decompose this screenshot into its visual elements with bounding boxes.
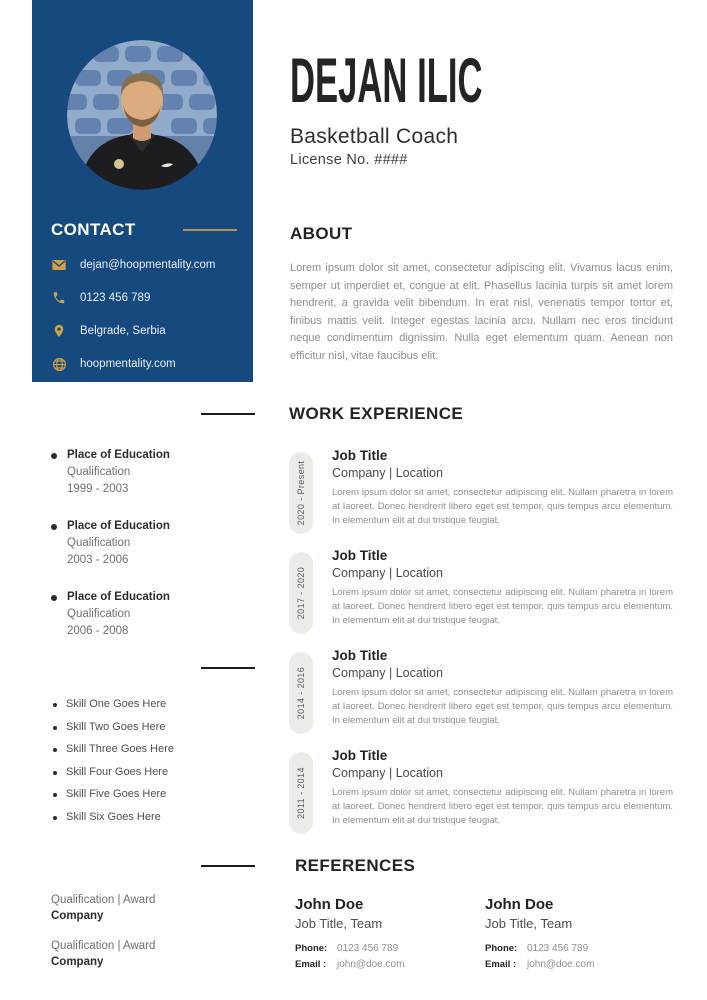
skill-item: Skill Six Goes Here bbox=[51, 811, 255, 823]
job-company: Company | Location bbox=[332, 666, 443, 680]
certificates-heading: CERTIFICATES bbox=[51, 856, 179, 875]
phone-icon bbox=[51, 290, 67, 306]
job-date-pill bbox=[289, 552, 313, 634]
references-section bbox=[295, 856, 675, 970]
education-entry bbox=[51, 591, 255, 637]
education-years: 2006 - 2008 bbox=[67, 625, 129, 637]
certificates-heading-rule bbox=[201, 865, 255, 867]
experience-heading: WORK EXPERIENCE bbox=[289, 404, 464, 423]
contact-section bbox=[51, 220, 237, 372]
contact-heading: CONTACT bbox=[51, 220, 136, 239]
contact-item-website[interactable] bbox=[51, 356, 237, 372]
job-description: Lorem ipsum dolor sit amet, consectetur adipiscing elit. Nullam pharetra in lorem at laoreet. Donec hendrerit libero eget est tempor, quis tempus arcu elementum. In elementum elit at dui tristique feugiat. bbox=[332, 487, 673, 526]
bullet-dot bbox=[53, 793, 57, 797]
education-school: Place of Education bbox=[67, 591, 170, 603]
job-title: Job Title bbox=[332, 548, 388, 563]
job-entry bbox=[289, 548, 673, 628]
bullet-dot bbox=[51, 595, 57, 601]
job-dates: 2011 - 2014 bbox=[296, 767, 306, 819]
certificate-company: Company bbox=[51, 956, 104, 968]
bullet-dot bbox=[53, 748, 57, 752]
contact-item-text: Belgrade, Serbia bbox=[80, 325, 166, 337]
reference-phone-label: Phone: bbox=[485, 943, 518, 954]
certificate-entry bbox=[51, 940, 255, 968]
certificate-entry bbox=[51, 894, 255, 922]
education-school: Place of Education bbox=[67, 449, 170, 461]
about-text: Lorem ipsum dolor sit amet, consectetur adipiscing elit. Vivamus lacus enim, semper ut imperdiet et, congue at elit. Phasellus lacinia turpis sit amet lorem hendrerit, a gravida velit bibendum. In erat nisl, venenatis tempor tortor et, finibus mattis velit. Integer egestas lacinia arcu. Nullam nec eros tincidunt neque condimentum dignissim. Nulla eget elementum quam. Aenean non efficitur nisl, vitae faucibus elit. bbox=[290, 262, 673, 362]
certificate-title: Qualification | Award bbox=[51, 940, 156, 952]
reference-entry bbox=[485, 896, 675, 970]
job-dates: 2014 - 2016 bbox=[296, 666, 306, 720]
skills-heading-rule bbox=[201, 667, 255, 669]
avatar-photo-illustration bbox=[67, 40, 217, 190]
contact-item-email[interactable] bbox=[51, 257, 237, 273]
job-entry bbox=[289, 648, 673, 728]
education-years: 1999 - 2003 bbox=[67, 483, 129, 495]
job-entry bbox=[289, 748, 673, 828]
bullet-dot bbox=[51, 453, 57, 459]
job-title: Job Title bbox=[332, 748, 388, 763]
reference-entry bbox=[295, 896, 485, 970]
education-qualification: Qualification bbox=[67, 608, 131, 620]
about-heading: ABOUT bbox=[290, 224, 353, 243]
job-company: Company | Location bbox=[332, 566, 443, 580]
contact-item-phone[interactable] bbox=[51, 290, 237, 306]
avatar bbox=[67, 40, 217, 190]
license-number: License No. #### bbox=[290, 152, 408, 168]
education-section bbox=[51, 404, 255, 637]
education-entry bbox=[51, 520, 255, 566]
reference-email[interactable]: john@doe.com bbox=[337, 959, 405, 970]
education-school: Place of Education bbox=[67, 520, 170, 532]
skills-section bbox=[51, 658, 255, 833]
education-heading-rule bbox=[201, 413, 255, 415]
person-name: DEJAN ILIC bbox=[290, 46, 483, 116]
skill-item: Skill Five Goes Here bbox=[51, 788, 255, 800]
reference-name: John Doe bbox=[485, 896, 554, 913]
skill-item: Skill Four Goes Here bbox=[51, 766, 255, 778]
location-icon bbox=[51, 323, 67, 339]
experience-section bbox=[289, 404, 673, 854]
reference-email-label: Email : bbox=[295, 959, 327, 970]
education-entry bbox=[51, 449, 255, 495]
sidebar-panel bbox=[32, 0, 253, 382]
job-company: Company | Location bbox=[332, 766, 443, 780]
education-qualification: Qualification bbox=[67, 466, 131, 478]
job-date-pill bbox=[289, 652, 313, 734]
email-icon bbox=[51, 257, 67, 273]
bullet-dot bbox=[53, 816, 57, 820]
education-years: 2003 - 2006 bbox=[67, 554, 129, 566]
skills-list bbox=[51, 698, 255, 823]
person-job-title: Basketball Coach bbox=[290, 125, 459, 148]
contact-item-text: 0123 456 789 bbox=[80, 292, 151, 304]
reference-phone: 0123 456 789 bbox=[527, 943, 589, 954]
reference-email[interactable]: john@doe.com bbox=[527, 959, 595, 970]
reference-phone-label: Phone: bbox=[295, 943, 328, 954]
certificate-company: Company bbox=[51, 910, 104, 922]
reference-role: Job Title, Team bbox=[485, 916, 573, 931]
skills-heading: SKILLS bbox=[51, 658, 114, 677]
contact-item-text: hoopmentality.com bbox=[80, 358, 176, 370]
reference-email-label: Email : bbox=[485, 959, 517, 970]
reference-phone: 0123 456 789 bbox=[337, 943, 399, 954]
job-description: Lorem ipsum dolor sit amet, consectetur adipiscing elit. Nullam pharetra in lorem at laoreet. Donec hendrerit libero eget est tempor, quis tempus arcu elementum. In elementum elit at dui tristique feugiat. bbox=[332, 587, 673, 626]
bullet-dot bbox=[51, 524, 57, 530]
skill-item: Skill Two Goes Here bbox=[51, 721, 255, 733]
certificates-section bbox=[51, 856, 255, 968]
job-date-pill bbox=[289, 752, 313, 834]
job-description: Lorem ipsum dolor sit amet, consectetur adipiscing elit. Nullam pharetra in lorem at laoreet. Donec hendrerit libero eget est tempor, quis tempus arcu elementum. In elementum elit at dui tristique feugiat. bbox=[332, 787, 673, 826]
job-entry bbox=[289, 448, 673, 528]
education-qualification: Qualification bbox=[67, 537, 131, 549]
certificate-title: Qualification | Award bbox=[51, 894, 156, 906]
about-section bbox=[290, 224, 673, 366]
contact-heading-rule bbox=[183, 229, 237, 231]
bullet-dot bbox=[53, 703, 57, 707]
reference-name: John Doe bbox=[295, 896, 364, 913]
skill-item: Skill One Goes Here bbox=[51, 698, 255, 710]
resume-header bbox=[290, 46, 680, 175]
job-company: Company | Location bbox=[332, 466, 443, 480]
contact-item-text: dejan@hoopmentality.com bbox=[80, 259, 216, 271]
skill-item: Skill Three Goes Here bbox=[51, 743, 255, 755]
job-description: Lorem ipsum dolor sit amet, consectetur adipiscing elit. Nullam pharetra in lorem at laoreet. Donec hendrerit libero eget est tempor, quis tempus arcu elementum. In elementum elit at dui tristique feugiat. bbox=[332, 687, 673, 726]
job-title: Job Title bbox=[332, 648, 388, 663]
education-heading: EDUCATION bbox=[51, 404, 155, 423]
job-title: Job Title bbox=[332, 448, 388, 463]
reference-role: Job Title, Team bbox=[295, 916, 383, 931]
contact-item-location bbox=[51, 323, 237, 339]
job-date-pill bbox=[289, 452, 313, 534]
bullet-dot bbox=[53, 726, 57, 730]
job-dates: 2017 - 2020 bbox=[296, 566, 306, 620]
references-heading: REFERENCES bbox=[295, 856, 416, 875]
job-dates: 2020 - Present bbox=[296, 460, 306, 526]
globe-icon bbox=[51, 356, 67, 372]
bullet-dot bbox=[53, 771, 57, 775]
